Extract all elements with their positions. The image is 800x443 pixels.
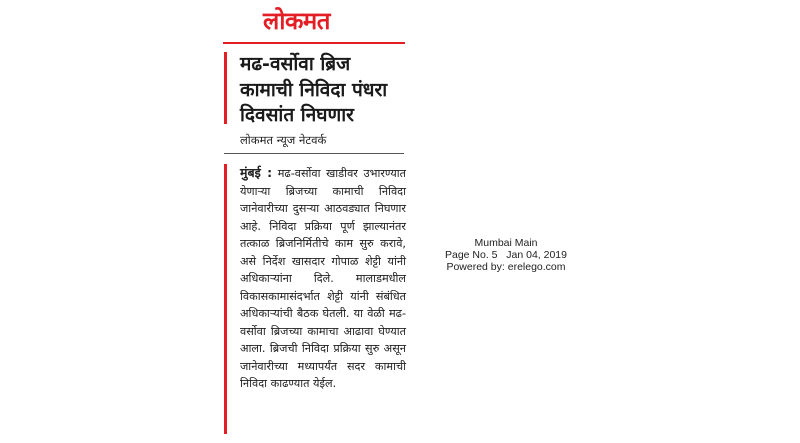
article-body [240,164,406,393]
article-headline: मढ-वर्सोवा ब्रिज कामाची निविदा पंधरा दिवसांत निघणार [240,53,388,126]
article-dateline: मुंबई : [240,165,273,180]
edition-name: Mumbai Main [474,237,538,249]
byline-divider [224,153,404,154]
page-and-date: Page No. 5 Jan 04, 2019 [444,249,567,261]
lokmat-logo: लोकमत [263,7,330,35]
headline-accent-bar [224,52,227,124]
body-accent-bar [224,164,227,434]
powered-by: Powered by: erelego.com [446,261,566,273]
article-text: मढ-वर्सोवा खाडीवर उभारण्यात येणाऱ्या ब्रिजच्या कामाची निविदा जानेवारीच्या दुसऱ्या आठवड्यात निघणार आहे. निविदा प्रक्रिया पूर्ण झाल्यानंतर तत्काळ ब्रिजनिर्मितीचे काम सुरु करावे, असे निर्देश खासदार गोपाळ शेट्टी यांनी अधिकाऱ्यांना दिले. मालाडमधील विकासकामासंदर्भात शेट्टी यांनी संबंधित अधिकाऱ्यांची बैठक घेतली. या वेळी मढ-वर्सोवा ब्रिजच्या कामाचा आढावा घेण्यात आला. ब्रिजची निविदा प्रक्रिया सुरु असून जानेवारीच्या मध्यापर्यंत सदर कामाची निविदा काढण्यात येईल. [240,167,406,390]
edition-info [436,237,576,273]
article-byline: लोकमत न्यूज नेटवर्क [240,133,327,147]
masthead-rule [223,42,405,44]
